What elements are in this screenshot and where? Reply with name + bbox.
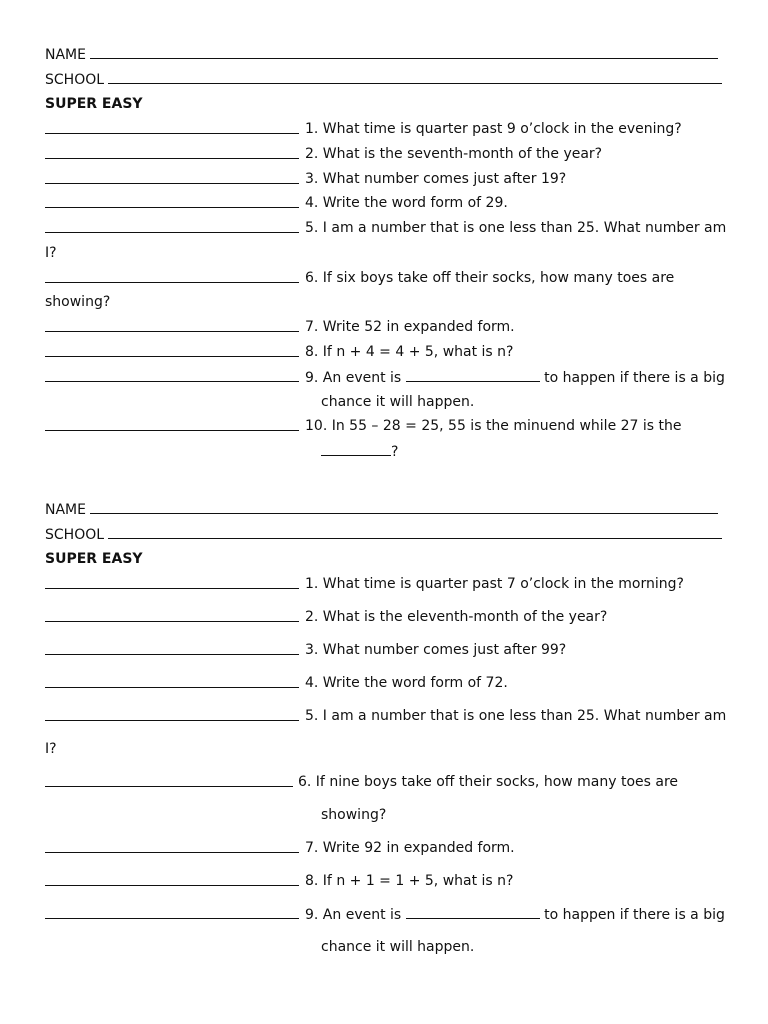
- question-6: 6. If nine boys take off their socks, how many toes are: [298, 774, 679, 790]
- question-4: 4. Write the word form of 72.: [305, 675, 508, 691]
- answer-blank-6[interactable]: [45, 773, 293, 787]
- question-9: [305, 905, 725, 924]
- school-line: [45, 525, 722, 544]
- question-8: 8. If n + 1 = 1 + 5, what is n?: [305, 873, 514, 889]
- answer-blank-2[interactable]: [45, 608, 299, 622]
- answer-blank-2[interactable]: [45, 145, 299, 159]
- answer-blank-10[interactable]: [45, 417, 299, 431]
- answer-blank-4[interactable]: [45, 674, 299, 688]
- name-field[interactable]: [90, 500, 718, 514]
- answer-blank-7[interactable]: [45, 318, 299, 332]
- question-5-continued: I?: [45, 245, 57, 261]
- name-label: NAME: [45, 502, 86, 518]
- question-9-part-b: to happen if there is a big: [544, 370, 725, 386]
- school-label: SCHOOL: [45, 527, 105, 543]
- name-label: NAME: [45, 47, 86, 63]
- question-8: 8. If n + 4 = 4 + 5, what is n?: [305, 344, 514, 360]
- question-7: 7. Write 52 in expanded form.: [305, 319, 515, 335]
- question-3: 3. What number comes just after 19?: [305, 171, 567, 187]
- question-9: [305, 368, 725, 387]
- question-2: 2. What is the seventh-month of the year?: [305, 146, 603, 162]
- question-9-continued: chance it will happen.: [321, 394, 475, 410]
- answer-blank-9[interactable]: [45, 905, 299, 919]
- name-field[interactable]: [90, 45, 718, 59]
- question-1: 1. What time is quarter past 7 o’clock in the morning?: [305, 576, 684, 592]
- answer-blank-1[interactable]: [45, 120, 299, 134]
- question-5: 5. I am a number that is one less than 25. What number am: [305, 220, 727, 236]
- question-9-part-b: to happen if there is a big: [544, 907, 725, 923]
- answer-blank-3[interactable]: [45, 170, 299, 184]
- level-heading: SUPER EASY: [45, 551, 143, 567]
- answer-blank-5[interactable]: [45, 707, 299, 721]
- question-6-continued: showing?: [321, 807, 387, 823]
- question-6-continued: showing?: [45, 294, 111, 310]
- school-field[interactable]: [108, 70, 722, 84]
- school-label: SCHOOL: [45, 72, 105, 88]
- question-6: 6. If six boys take off their socks, how many toes are: [305, 270, 675, 286]
- name-line: [45, 45, 718, 64]
- question-5-continued: I?: [45, 741, 57, 757]
- question-2: 2. What is the eleventh-month of the year?: [305, 609, 608, 625]
- question-9-inline-blank[interactable]: [406, 905, 540, 919]
- answer-blank-5[interactable]: [45, 219, 299, 233]
- name-line: [45, 500, 718, 519]
- answer-blank-4[interactable]: [45, 194, 299, 208]
- question-1: 1. What time is quarter past 9 o’clock in the evening?: [305, 121, 682, 137]
- school-line: [45, 70, 722, 89]
- answer-blank-8[interactable]: [45, 343, 299, 357]
- question-10-continued: [321, 442, 398, 461]
- question-5: 5. I am a number that is one less than 25. What number am: [305, 708, 727, 724]
- question-10-inline-blank[interactable]: [321, 442, 391, 456]
- level-heading: SUPER EASY: [45, 96, 143, 112]
- school-field[interactable]: [108, 525, 722, 539]
- question-9-part-a: 9. An event is: [305, 907, 402, 923]
- question-10: 10. In 55 – 28 = 25, 55 is the minuend while 27 is the: [305, 418, 682, 434]
- question-9-inline-blank[interactable]: [406, 368, 540, 382]
- answer-blank-9[interactable]: [45, 368, 299, 382]
- answer-blank-8[interactable]: [45, 872, 299, 886]
- answer-blank-6[interactable]: [45, 269, 299, 283]
- question-9-continued: chance it will happen.: [321, 939, 475, 955]
- question-7: 7. Write 92 in expanded form.: [305, 840, 515, 856]
- answer-blank-3[interactable]: [45, 641, 299, 655]
- question-9-part-a: 9. An event is: [305, 370, 402, 386]
- question-3: 3. What number comes just after 99?: [305, 642, 567, 658]
- answer-blank-1[interactable]: [45, 575, 299, 589]
- answer-blank-7[interactable]: [45, 839, 299, 853]
- question-10-end: ?: [391, 444, 399, 460]
- question-4: 4. Write the word form of 29.: [305, 195, 508, 211]
